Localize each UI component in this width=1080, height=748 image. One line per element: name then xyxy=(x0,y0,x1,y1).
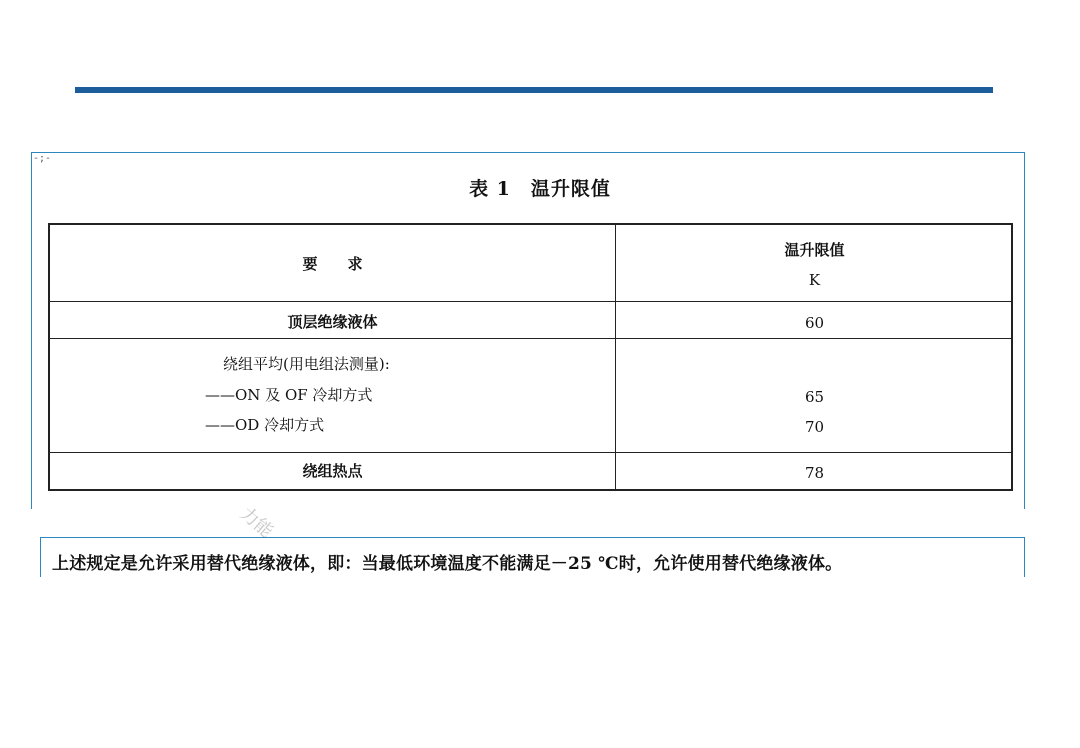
row-divider xyxy=(50,338,1011,339)
requirement-header: 要求 xyxy=(302,255,393,273)
footnote-text: 上述规定是允许采用替代绝缘液体，即：当最低环境温度不能满足－25 ℃时，允许使用替代绝缘液体。 xyxy=(52,554,843,574)
limit-header: 温升限值 xyxy=(784,241,845,259)
row-top-oil-value: 60 xyxy=(804,314,825,332)
header-rule xyxy=(75,87,993,93)
row-od-label: ——OD 冷却方式 xyxy=(205,416,325,434)
row-hotspot-value: 78 xyxy=(804,464,825,482)
watermark: 力能 xyxy=(235,503,278,543)
row-divider xyxy=(50,452,1011,453)
table-number: 表 1 xyxy=(469,178,511,200)
row-hotspot-label: 绕组热点 xyxy=(302,462,363,480)
row-on-of-value: 65 xyxy=(804,388,825,406)
row-on-of-label: ——ON 及 OF 冷却方式 xyxy=(205,386,373,404)
row-od-value: 70 xyxy=(804,418,825,436)
unit-header: K xyxy=(808,271,821,289)
table-title-text: 温升限值 xyxy=(530,178,611,200)
scan-mark: -;- xyxy=(33,153,52,164)
temperature-rise-table xyxy=(48,223,1013,491)
row-divider xyxy=(50,301,1011,302)
row-winding-avg-label: 绕组平均(用电组法测量): xyxy=(223,355,390,373)
row-top-oil-label: 顶层绝缘液体 xyxy=(287,313,378,331)
table-title xyxy=(0,174,1080,201)
column-divider xyxy=(615,225,616,489)
